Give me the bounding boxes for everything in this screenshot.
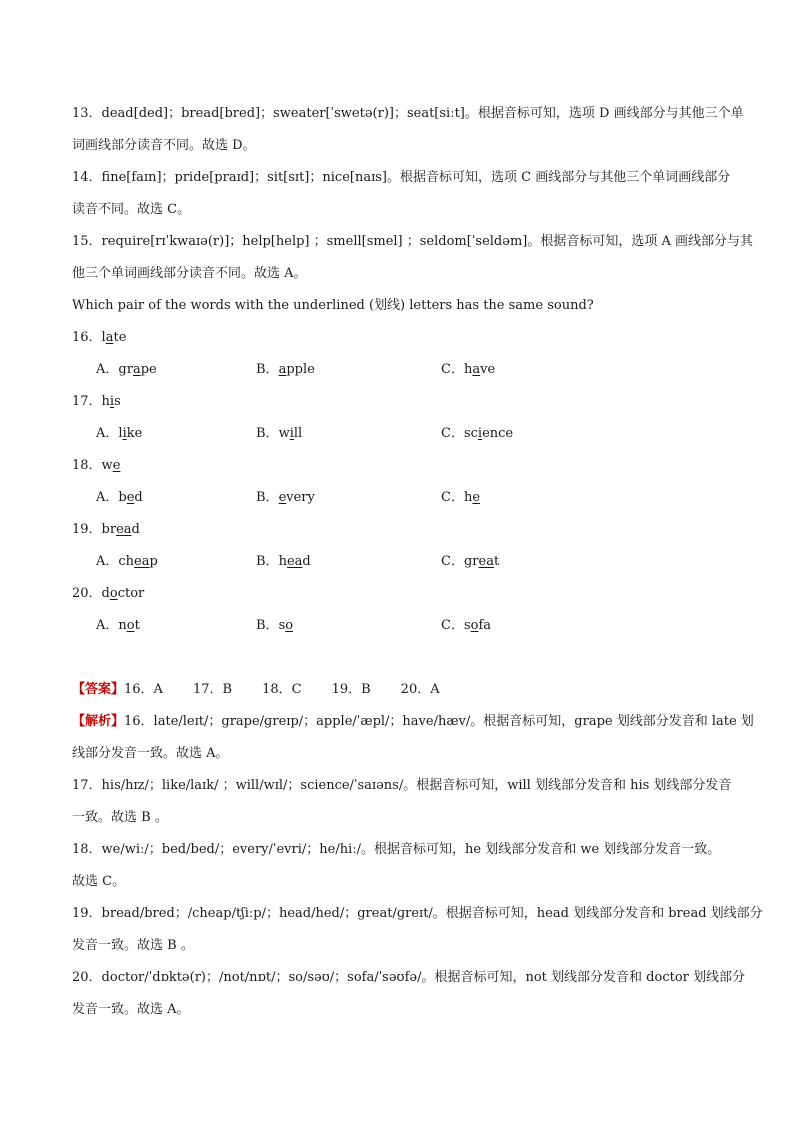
explanation-line: 13．dead[ded]；bread[bred]；sweater[ˈswetə(r)]；seat[siːt]。根据音标可知，选项 D 画线部分与其他三个单 xyxy=(72,106,744,121)
option-label: B． xyxy=(256,426,279,441)
word: not xyxy=(118,618,140,633)
question-number: 17． xyxy=(72,394,102,409)
option-c xyxy=(441,610,641,642)
analysis-line: 20．doctor/ˈdɒktə(r)；/not/nɒt/；so/səʊ/；sofa/ˈsəʊfə/。根据音标可知，not 划线部分发音和 doctor 划线部分 xyxy=(72,970,745,985)
underlined-letters: a xyxy=(132,362,141,377)
options-row xyxy=(72,354,722,386)
underlined-letters: i xyxy=(109,394,115,409)
question-stem xyxy=(72,322,722,354)
question-stem xyxy=(72,578,722,610)
answer-item: 16．A xyxy=(124,682,163,697)
underlined-letters: ea xyxy=(286,554,303,569)
word: cheap xyxy=(118,554,158,569)
question-stem xyxy=(72,514,722,546)
question-item xyxy=(72,578,722,642)
analysis-line: 一致。故选 B 。 xyxy=(72,810,168,825)
explanation-line: 14．fine[faɪn]；pride[praɪd]；sit[sɪt]；nice[naɪs]。根据音标可知，选项 C 画线部分与其他三个单词画线部分 xyxy=(72,170,731,185)
word: science xyxy=(463,426,514,441)
analysis-block xyxy=(72,706,763,1026)
underlined-letters: o xyxy=(470,618,479,633)
option-b xyxy=(256,610,441,642)
word: bread xyxy=(101,522,140,537)
underlined-letters: e xyxy=(112,458,121,473)
underlined-letters: e xyxy=(278,490,287,505)
analysis-line: 18．we/wiː/；bed/bed/；every/ˈevri/；he/hiː/。根据音标可知，he 划线部分发音和 we 划线部分发音一致。 xyxy=(72,842,721,857)
option-a xyxy=(96,610,256,642)
word: doctor xyxy=(101,586,145,601)
answer-item: 17．B xyxy=(192,682,233,697)
underlined-letters: i xyxy=(289,426,294,441)
option-c xyxy=(441,482,641,514)
option-label: C． xyxy=(441,426,464,441)
underlined-letters: e xyxy=(126,490,135,505)
underlined-letters: a xyxy=(472,362,481,377)
option-label: B． xyxy=(256,618,279,633)
options-row xyxy=(72,482,722,514)
underlined-letters: i xyxy=(122,426,127,441)
option-b xyxy=(256,418,441,450)
option-label: A． xyxy=(96,490,119,505)
options-row xyxy=(72,610,722,642)
option-label: A． xyxy=(96,426,119,441)
analysis-line: 发音一致。故选 A。 xyxy=(72,1002,190,1017)
question-stem xyxy=(72,450,722,482)
option-a xyxy=(96,418,256,450)
analysis-line: 17．his/hɪz/；like/laɪk/ ；will/wɪl/；science/ˈsaɪəns/。根据音标可知，will 划线部分发音和 his 划线部分发音 xyxy=(72,778,732,793)
underlined-letters: o xyxy=(126,618,135,633)
options-row xyxy=(72,418,722,450)
question-item xyxy=(72,386,722,450)
underlined-letters: a xyxy=(105,330,114,345)
analysis-label: 【解析】 xyxy=(72,714,125,729)
option-label: B． xyxy=(256,362,279,377)
analysis-line: 发音一致。故选 B 。 xyxy=(72,938,194,953)
question-number: 20． xyxy=(72,586,102,601)
word: his xyxy=(101,394,121,409)
option-a xyxy=(96,546,256,578)
answer-item: 19．B xyxy=(331,682,371,697)
option-label: A． xyxy=(96,362,119,377)
option-label: B． xyxy=(256,490,279,505)
word: grape xyxy=(118,362,157,377)
word: like xyxy=(118,426,143,441)
underlined-letters: ea xyxy=(116,522,132,537)
underlined-letters: a xyxy=(278,362,287,377)
option-b xyxy=(256,354,441,386)
word: he xyxy=(463,490,481,505)
option-a xyxy=(96,354,256,386)
option-label: C． xyxy=(441,490,464,505)
option-label: C． xyxy=(441,618,464,633)
option-label: C． xyxy=(441,362,464,377)
word: have xyxy=(463,362,496,377)
question-number: 19． xyxy=(72,522,102,537)
answer-row xyxy=(72,674,722,706)
underlined-letters: i xyxy=(477,426,483,441)
word: sofa xyxy=(463,618,492,633)
underlined-letters: e xyxy=(472,490,481,505)
underlined-letters: ea xyxy=(478,554,494,569)
analysis-line: 【解析】16．late/leɪt/；grape/ɡreɪp/；apple/ˈæpl/；have/hæv/。根据音标可知，grape 划线部分发音和 late 划 xyxy=(72,714,754,729)
word: head xyxy=(278,554,311,569)
analysis-line: 19．bread/bred；/cheap/tʃiːp/；head/hed/；great/ɡreɪt/。根据音标可知，head 划线部分发音和 bread 划线部分 xyxy=(72,906,763,921)
explanation-line: 词画线部分读音不同。故选 D。 xyxy=(72,138,256,153)
question-item xyxy=(72,322,722,386)
question-item xyxy=(72,514,722,578)
answer-item: 18．C xyxy=(262,682,302,697)
explanation-line: 15．require[rɪˈkwaɪə(r)]；help[help] ；smell[smel] ；seldom[ˈseldəm]。根据音标可知，选项 A 画线部分与其 xyxy=(72,234,753,249)
option-c xyxy=(441,546,641,578)
question-item xyxy=(72,450,722,514)
question-number: 16． xyxy=(72,330,102,345)
underlined-letters: o xyxy=(109,586,118,601)
answer-item: 20．A xyxy=(400,682,440,697)
question-stem xyxy=(72,386,722,418)
underlined-letters: o xyxy=(285,618,294,633)
answer-label: 【答案】 xyxy=(72,682,125,697)
document-page xyxy=(72,98,763,1026)
word: great xyxy=(463,554,500,569)
previous-explanations xyxy=(72,98,753,290)
word: late xyxy=(101,330,127,345)
word: so xyxy=(278,618,294,633)
word: bed xyxy=(118,490,143,505)
underlined-letters: ea xyxy=(134,554,150,569)
option-a xyxy=(96,482,256,514)
option-c xyxy=(441,354,641,386)
option-label: B． xyxy=(256,554,279,569)
option-label: C． xyxy=(441,554,464,569)
options-row xyxy=(72,546,722,578)
option-label: A． xyxy=(96,554,119,569)
option-b xyxy=(256,546,441,578)
word: apple xyxy=(278,362,315,377)
question-number: 18． xyxy=(72,458,102,473)
analysis-line: 线部分发音一致。故选 A。 xyxy=(72,746,229,761)
word: we xyxy=(101,458,121,473)
option-c xyxy=(441,418,641,450)
word: every xyxy=(278,490,315,505)
analysis-line: 故选 C。 xyxy=(72,874,126,889)
explanation-line: 读音不同。故选 C。 xyxy=(72,202,191,217)
option-label: A． xyxy=(96,618,119,633)
option-b xyxy=(256,482,441,514)
question-list xyxy=(72,322,722,642)
word: will xyxy=(278,426,303,441)
section-instruction: Which pair of the words with the underlined (划线) letters has the same sound? xyxy=(72,298,594,313)
explanation-line: 他三个单词画线部分读音不同。故选 A。 xyxy=(72,266,307,281)
